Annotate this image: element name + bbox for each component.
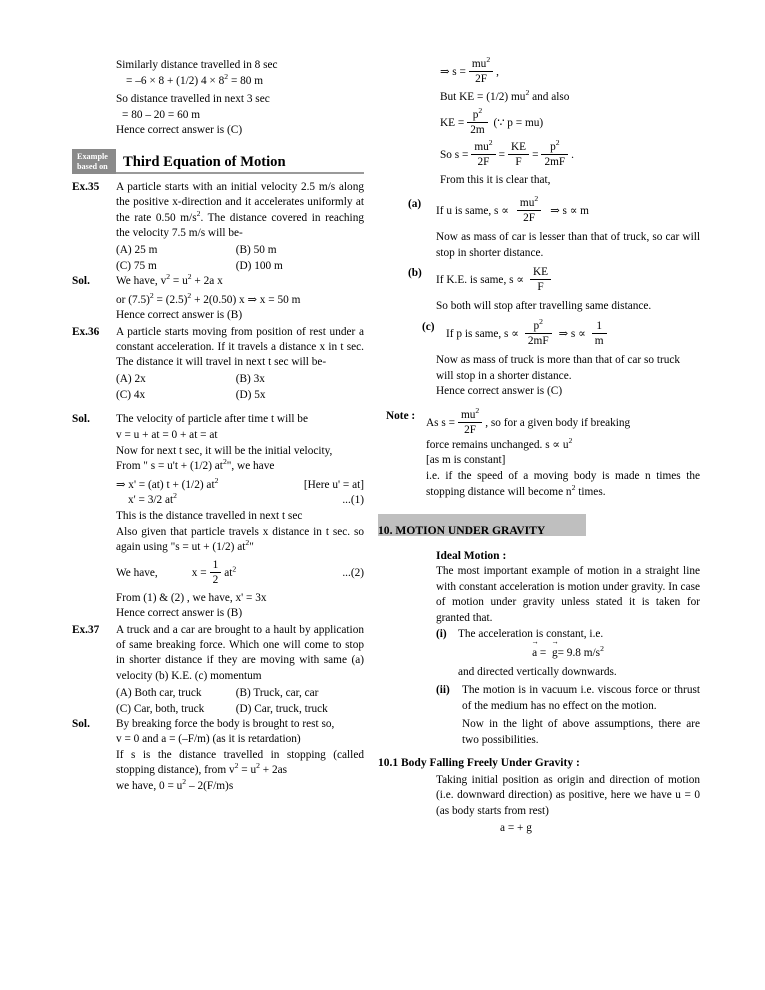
ex36-sol6-eq [116,493,177,509]
ex37-sol3-sup1: 2 [234,761,239,771]
ex36-sol9-x: x = [191,566,207,579]
section-10-1-heading: 10.1 Body Falling Freely Under Gravity : [378,756,580,769]
section-10-title: 10. MOTION UNDER GRAVITY [378,524,546,538]
part-b-equation [436,266,700,295]
ex35-options [116,242,364,274]
ideal-motion-subheading: Ideal Motion : [436,550,507,563]
right-eq2-num-text: p [472,108,479,121]
ex35-option-b: (B) 50 m [235,243,277,256]
ex36-option-d: (D) 5x [235,389,266,402]
right-eq3-num1 [471,137,495,155]
ex36-sol8-post: " [249,541,254,554]
ex35-q-part2: . The distance covered in reaching the velocity 7.5 m/s will be- [116,211,364,239]
item-ii-block [436,683,700,714]
ex35-sol2-post: + 2(0.50) x ⇒ x = 50 m [191,293,301,306]
ex36-question-text: A particle starts moving from position of rest under a constant acceleration. If it travels a distance x in t sec. The distance it will travel in next t sec will be- [116,325,364,369]
ex36-sol-line-1: The velocity of particle after time t will be [116,413,308,426]
note-equation-line [426,405,700,438]
ex36-sol-line-10: From (1) & (2) , we have, x' = 3x [116,591,267,604]
ex36-sol5-bracket: [Here u' = at] [303,478,364,491]
ex37-option-b: (B) Truck, car, car [235,686,319,699]
note-line4-text: i.e. if the speed of a moving body is made n times the stopping distance will become n [426,469,700,498]
ex36-tag: Ex.36 [72,325,100,338]
note-fraction [458,405,482,437]
note-line4-post: times. [575,485,606,498]
example-badge-line-1: Example [77,151,108,161]
ex36-option-c: (C) 4x [116,389,146,402]
ex35-solution-block [72,274,364,324]
right-column [378,55,700,837]
left-column [72,58,364,796]
ex36-sol-body [116,412,364,622]
part-a-num [517,196,541,211]
ex36-sol-line-9 [116,559,364,588]
ex35-option-d: (D) 100 m [235,259,283,272]
part-c-block [422,317,700,349]
right-eq1-num-text: mu [471,58,487,70]
ex35-sol2-pre: or (7.5) [116,293,150,306]
ex36-sol8-text: Also given that particle travels x distance in t sec. so again using "s = ut + (1/2) at [116,525,364,554]
ex35-tag: Ex.35 [72,181,100,194]
ex37-option-row-2 [116,701,364,717]
right-eq2-num-sup: 2 [478,105,483,115]
ex36-option-row-1 [116,371,364,387]
example-badge-line-2: based on [77,161,108,171]
ex37-sol4-pre: we have, 0 = u [116,780,183,793]
part-c-mid: ⇒ s ∝ [558,328,586,341]
ex36-sol5-pre: ⇒ x' = (at) t + (1/2) at [116,478,215,491]
right-eq3-lhs: So s = [440,148,469,161]
part-c-fraction-1 [525,319,552,348]
section-10-1-equation: a = + g [500,822,532,835]
part-c-den2: m [594,334,604,347]
ex36-sol-line-2: v = u + at = 0 + at = at [116,428,218,441]
note-line4-sup: 2 [571,482,576,492]
ex35-option-c: (C) 75 m [116,259,157,272]
part-a-note: Now as mass of car is lesser than that of truck, so car will stop in shorter distance. [436,231,700,259]
right-line1-post: and also [529,91,570,103]
ex36-sol9-label: We have, [116,566,158,579]
example-section-title: Third Equation of Motion [116,154,364,174]
note-lead: As s = [426,416,455,429]
gravity-acceleration-equation [436,642,700,662]
ex35-sol2-sup1: 2 [149,290,154,300]
part-c-fraction-2 [592,319,607,348]
ex35-sol-line-1 [116,274,364,290]
ex36-sol-line-5 [116,475,364,494]
right-eq2-lhs: KE = [440,116,465,129]
right-eq-2 [440,105,700,138]
right-line-2: From this it is clear that, [440,173,551,186]
ex35-question-block [72,180,364,241]
ex36-sol-line-6 [116,493,364,509]
right-eq3-tail: . [571,148,574,161]
ex36-sol9-den: 2 [212,573,219,586]
ex37-sol4-sup: 2 [182,777,187,787]
ex36-option-b: (B) 3x [235,373,265,386]
ex36-sol6-sup: 2 [173,491,177,501]
ex35-sol1-post: + 2a x [191,274,223,287]
note-line2-pre: force remains unchanged. s ∝ u [426,438,569,451]
right-eq-1 [440,55,700,87]
ex35-q-sup: 2 [196,208,201,218]
ex36-solution-block [72,412,364,622]
part-a-den: 2F [523,212,536,225]
ex36-sol-tag: Sol. [72,413,90,426]
right-eq1-num-sup: 2 [486,55,491,65]
right-line1-sup: 2 [525,88,530,98]
ex37-option-d: (D) Car, truck, truck [235,702,328,715]
ex36-sol9-equation [158,559,237,588]
item-ii-text: The motion is in vacuum i.e. viscous force or thrust of the medium has no effect on the motion. [462,684,700,712]
ex35-q-part1: A particle starts with an initial velocity 2.5 m/s along the positive x-direction and it accelerates uniformly at the rate 0.50 m/s [116,181,364,224]
part-c-text: If p is same, s ∝ [446,328,519,341]
ex37-sol-line-3 [116,748,364,779]
part-b-body [436,266,700,295]
right-eq1-lhs: ⇒ s = [440,66,466,79]
right-eq1-num [469,57,493,72]
note-body [426,405,700,500]
part-c-num1-sup: 2 [539,317,544,327]
section-10-header [378,514,700,544]
ex37-sol3-mid: = u [238,764,257,777]
note-line-3: [as m is constant] [426,454,506,467]
ex36-sol4-sup: 2 [222,457,227,467]
intro-line-1: Similarly distance travelled in 8 sec [116,59,278,71]
ex37-question-block [72,623,364,684]
note-block [386,405,700,500]
right-eq2-tail: (∵ p = mu) [493,116,544,129]
part-a-body [436,194,700,226]
gravity-direction-text: and directed vertically downwards. [458,665,617,678]
ex37-sol3-sup2: 2 [256,761,260,771]
vector-g: g → [552,646,558,662]
part-a-text: If u is same, s ∝ [436,205,509,218]
ex35-sol-tag: Sol. [72,274,90,287]
part-c-equation [446,317,700,349]
part-c-body [446,317,700,349]
item-i-tag: (i) [436,627,447,640]
ex37-option-a: (A) Both car, truck [116,686,202,699]
ex36-sol-line-4 [116,459,364,475]
ex37-sol-tag: Sol. [72,717,90,730]
note-line-2 [426,435,700,454]
ex37-sol-line-4 [116,779,364,795]
right-eq3-equals-2: = [532,148,539,161]
ex35-sol-line-3: Hence correct answer is (B) [116,309,243,322]
right-eq3-num3 [541,137,568,155]
ex37-sol-body [116,717,364,795]
ex36-option-row-2 [116,387,364,403]
intro-line-3: So distance travelled in next 3 sec [116,93,270,106]
ex35-sol1-sup2: 2 [187,272,192,282]
ex37-option-c: (C) Car, both, truck [116,702,205,715]
right-eq3-num3-text: p [550,140,556,153]
gravity-eq-equals: = [539,647,547,660]
right-line-1 [440,90,700,106]
gravity-eq-value: = 9.8 m/s [557,647,601,660]
part-a-block [408,194,700,226]
part-a-fraction [517,196,541,225]
ex36-sol9-sup: 2 [232,564,237,574]
right-eq3-den2: F [515,155,522,168]
right-eq3-fraction-2 [508,140,529,169]
ex36-sol9-num: 1 [210,558,222,573]
note-line-4 [426,469,700,500]
ex35-sol-line-2 [116,290,364,309]
ex35-option-row-2 [116,258,364,274]
part-b-den: F [537,281,544,294]
right-eq3-fraction-1 [471,137,495,169]
right-eq1-tail: , [496,66,499,79]
ex36-sol5-eq [116,475,219,494]
part-c-num1 [525,319,552,334]
intro-line-5: Hence correct answer is (C) [116,124,243,137]
part-a-equation [436,194,700,226]
ex36-sol-line-3: Now for next t sec, it will be the initial velocity, [116,444,333,457]
ex35-option-row-1 [116,242,364,258]
note-tag: Note : [386,409,416,422]
right-eq2-num [467,105,487,123]
note-den: 2F [464,423,477,436]
ex37-sol4-post: – 2(F/m)s [186,780,234,793]
note-tail: , so for a given body if breaking [485,416,631,429]
ex37-tag: Ex.37 [72,623,100,636]
part-c-answer: Hence correct answer is (C) [436,385,563,398]
right-line1-pre: But KE = (1/2) mu [440,91,526,103]
right-eq3-num1-text: mu [474,140,489,153]
ex35-sol-body [116,274,364,324]
right-eq3-den3: 2mF [544,155,566,168]
ex35-sol1-mid: = u [170,274,188,287]
ex36-sol4-post: ", we have [226,460,275,473]
ex35-sol1-pre: We have, v [116,274,167,287]
ex36-question-block [72,325,364,371]
ex36-sol9-ref: ...(2) [342,566,364,579]
ex36-sol5-sup: 2 [214,475,219,485]
part-b-fraction [530,265,551,294]
ex37-option-row-1 [116,685,364,701]
ex36-sol8-sup: 2 [245,538,250,548]
ex36-sol-line-11: Hence correct answer is (B) [116,607,243,620]
gravity-eq-value-sup: 2 [600,644,604,654]
part-b-text: If K.E. is same, s ∝ [436,274,524,287]
part-c-tag: (c) [422,320,435,333]
right-eq2-den: 2m [470,123,485,136]
ex35-sol2-mid: = (2.5) [153,293,188,306]
ex37-question-text: A truck and a car are brought to a hault by application of same breaking force. Which one will come to stop in shorter distance if they are moving with same (a) velocity (b) K.E. (c) momentum [116,623,364,682]
item-ii-paragraph-2: Now in the light of above assumptions, there are two possibilities. [462,718,700,747]
part-a-num-sup: 2 [534,194,539,204]
part-b-num: KE [530,265,551,280]
intro-line-2-suffix: = 80 m [230,74,264,87]
ex37-sol3-pre: If s is the distance travelled in stopping (called stopping distance), from v [116,748,364,777]
ex36-option-a: (A) 2x [116,373,146,386]
ex36-sol6-pre: x' = 3/2 at [128,494,174,507]
vector-a: a → [532,646,537,662]
right-eq2-fraction [467,105,487,137]
ex35-question-text [116,180,364,241]
right-eq3-num3-sup: 2 [555,137,560,147]
intro-line-2-prefix: = –6 × 8 + (1/2) 4 × 8 [126,74,225,87]
ex36-sol9-tail: at [224,566,233,579]
ex37-sol3-post: + 2as [259,764,288,777]
item-i-text: The acceleration is constant, i.e. [458,627,604,640]
ex35-option-a: (A) 25 m [116,243,158,256]
ex35-sol2-sup2: 2 [187,290,192,300]
part-c-num1-text: p [533,319,540,332]
example-badge [72,149,116,174]
note-num [458,405,482,423]
part-b-tag: (b) [408,267,422,280]
right-eq3-equals-1: = [498,148,506,161]
right-eq3-num2: KE [508,140,529,155]
note-num-text: mu [460,408,476,421]
ideal-motion-paragraph: The most important example of motion in a straight line with constant acceleration is motion under gravity. In case of motion under gravity unless stated it is taken for granted that. [436,565,700,624]
ex37-solution-block [72,717,364,795]
note-line2-sup: 2 [568,435,573,445]
intro-line-2 [126,71,364,90]
ex37-sol-line-1: By breaking force the body is brought to rest so, [116,717,335,730]
ex36-sol9-fraction [210,558,222,587]
right-eq3-fraction-3 [541,137,568,169]
ex36-sol4-pre: From " s = u't + (1/2) at [116,460,223,473]
right-eq3-den1: 2F [477,155,490,168]
part-a-tag: (a) [408,198,422,211]
ex35-sol1-sup1: 2 [166,272,171,282]
intro-line-2-sup: 2 [224,71,229,81]
right-eq1-den: 2F [475,73,487,85]
section-10-1-paragraph: Taking initial position as origin and direction of motion (i.e. downward direction) as positive, here we have u = 0 (as body starts from rest) [436,773,700,817]
ex37-sol-line-2: v = 0 and a = (–F/m) (as it is retardation) [116,733,301,746]
ex36-options [116,371,364,403]
ex37-options [116,685,364,717]
right-eq1-fraction [469,57,493,86]
ex36-sol-line-8 [116,525,364,556]
part-c-den1: 2mF [527,334,549,347]
part-b-block [408,266,700,295]
part-a-num-text: mu [519,197,535,210]
part-c-num2: 1 [592,319,607,334]
right-eq3-num1-sup: 2 [488,137,493,147]
note-num-sup: 2 [475,405,480,415]
ex36-sol-line-7: This is the distance travelled in next t sec [116,509,303,522]
right-eq-3 [440,137,700,170]
part-a-tail: ⇒ s ∝ m [550,205,589,218]
item-i-block [436,627,700,643]
item-ii-tag: (ii) [436,684,450,697]
intro-line-4: = 80 – 20 = 60 m [122,108,201,121]
example-based-on-header [72,149,364,174]
part-c-note: Now as mass of truck is more than that of car so truck will stop in a shorter distance. [436,353,681,382]
part-b-note: So both will stop after travelling same distance. [436,300,652,313]
ex36-sol6-ref: ...(1) [342,494,364,507]
